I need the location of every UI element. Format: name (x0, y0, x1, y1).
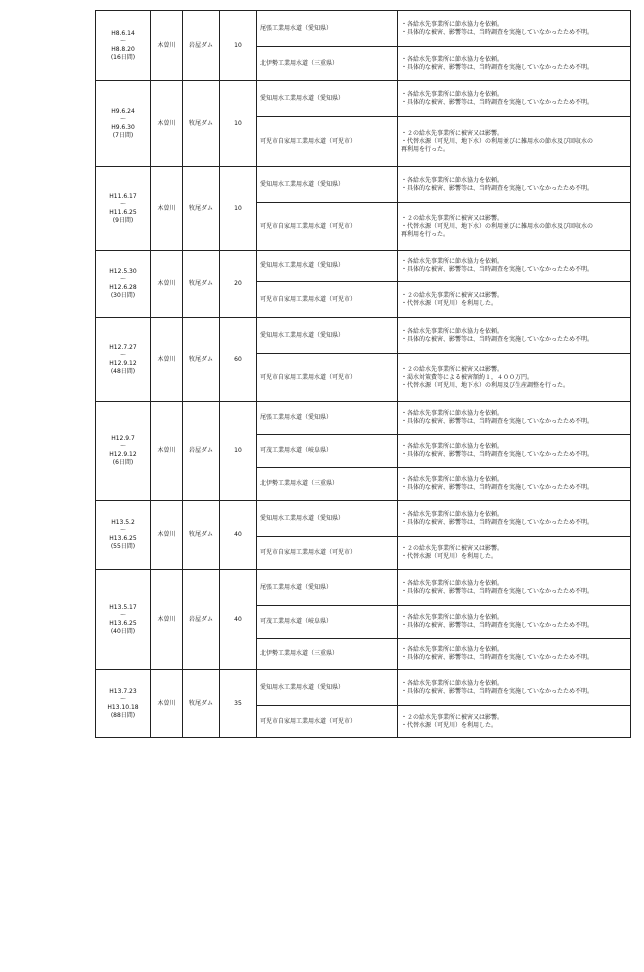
impact-cell (398, 435, 631, 468)
rate-cell: 40 (220, 570, 257, 670)
impact-line: ・２の給水先事業所に被害又は影響。 (401, 365, 504, 373)
impact-line: ・各給水先事業所に節水協力を依頼。 (401, 679, 504, 687)
impact-line: ・各給水先事業所に節水協力を依頼。 (401, 646, 504, 653)
tilde-mark: ～ (119, 276, 126, 283)
impact-cell (398, 167, 631, 203)
water-user-cell: 可茂工業用水道（岐阜県） (257, 606, 398, 639)
impact-line: ・各給水先事業所に節水協力を依頼。 (401, 443, 504, 450)
impact-line: ・具体的な被害、影響等は、当時調査を実施していなかったため不明。 (401, 518, 594, 526)
dam-cell: 牧尾ダム (183, 167, 220, 251)
period-end: H12.9.12 (109, 359, 137, 367)
impact-line: ・具体的な被害、影響等は、当時調査を実施していなかったため不明。 (401, 63, 594, 71)
table-row (96, 251, 631, 282)
rate-cell: 10 (220, 402, 257, 501)
impact-cell (398, 11, 631, 47)
period-end: H9.6.30 (111, 123, 135, 131)
impact-line: ・具体的な被害、影響等は、当時調査を実施していなかったため不明。 (401, 587, 594, 595)
water-user-cell: 北伊勢工業用水道（三重県） (257, 468, 398, 501)
river-cell: 木曽川 (151, 402, 183, 501)
impact-line: ・各給水先事業所に節水協力を依頼。 (401, 55, 504, 63)
period-end: H8.8.20 (111, 45, 135, 53)
tilde-mark: ～ (119, 611, 126, 619)
period-start: H13.7.23 (109, 687, 137, 695)
water-user-cell: 尾張工業用水道（愛知県） (257, 402, 398, 435)
rate-cell: 35 (220, 670, 257, 738)
impact-line: ・代替水源（可児川）を利用した。 (401, 299, 498, 307)
water-user-cell: 可児市自家用工業用水道（可児市） (257, 203, 398, 251)
water-user-cell: 北伊勢工業用水道（三重県） (257, 47, 398, 81)
impact-line: ・各給水先事業所に節水協力を依頼。 (401, 327, 504, 335)
table-row (96, 670, 631, 706)
tilde-mark: ～ (119, 695, 126, 703)
dam-cell: 牧尾ダム (183, 251, 220, 318)
impact-line: ・２の給水先事業所に被害又は影響。 (401, 291, 504, 299)
river-cell: 木曽川 (151, 670, 183, 738)
impact-cell (398, 468, 631, 501)
period-days: (6日間) (112, 459, 134, 466)
period-start: H13.5.2 (111, 519, 135, 526)
impact-line: ・代替水源（可児川、地下水）の利用及び生産調整を行った。 (401, 381, 570, 389)
impact-line: ・具体的な被害、影響等は、当時調査を実施していなかったため不明。 (401, 622, 594, 629)
impact-line: ・各給水先事業所に節水協力を依頼。 (401, 90, 504, 98)
impact-cell (398, 282, 631, 318)
period-end: H12.6.28 (109, 284, 137, 291)
river-cell: 木曽川 (151, 11, 183, 81)
period-start: H12.7.27 (109, 343, 137, 351)
river-cell: 木曽川 (151, 570, 183, 670)
table-row (96, 570, 631, 606)
impact-cell (398, 570, 631, 606)
dam-cell: 岩屋ダム (183, 570, 220, 670)
period-start: H11.6.17 (109, 192, 137, 200)
period-cell (96, 501, 151, 570)
period-cell (96, 167, 151, 251)
dam-cell: 牧尾ダム (183, 501, 220, 570)
tilde-mark: ～ (119, 115, 126, 123)
water-user-cell: 愛知用水工業用水道（愛知県） (257, 251, 398, 282)
rate-cell: 40 (220, 501, 257, 570)
rate-cell: 20 (220, 251, 257, 318)
tilde-mark: ～ (119, 37, 126, 45)
table-row (96, 402, 631, 435)
impact-cell (398, 537, 631, 570)
river-cell: 木曽川 (151, 251, 183, 318)
water-user-cell: 可茂工業用水道（岐阜県） (257, 435, 398, 468)
water-user-cell: 可児市自家用工業用水道（可児市） (257, 354, 398, 402)
impact-cell (398, 251, 631, 282)
impact-line: ・２の給水先事業所に被害又は影響。 (401, 214, 504, 222)
period-days: (7日間) (112, 131, 134, 139)
impact-cell (398, 706, 631, 738)
impact-line: 再利用を行った。 (401, 230, 450, 238)
impact-cell (398, 606, 631, 639)
period-days: (40日間) (110, 627, 136, 635)
impact-line: ・具体的な被害、影響等は、当時調査を実施していなかったため不明。 (401, 266, 594, 273)
impact-cell (398, 318, 631, 354)
period-start: H9.6.24 (111, 107, 135, 115)
dam-cell: 牧尾ダム (183, 318, 220, 402)
impact-line: ・具体的な被害、影響等は、当時調査を実施していなかったため不明。 (401, 484, 594, 491)
impact-cell (398, 402, 631, 435)
period-end: H13.6.25 (109, 535, 137, 542)
rate-cell: 10 (220, 81, 257, 167)
period-days: (16日間) (110, 53, 136, 61)
rate-cell: 10 (220, 11, 257, 81)
water-user-cell: 北伊勢工業用水道（三重県） (257, 639, 398, 670)
impact-line: ・具体的な被害、影響等は、当時調査を実施していなかったため不明。 (401, 335, 594, 343)
table-body (96, 11, 631, 738)
period-days: (9日間) (112, 216, 134, 224)
impact-line: 再利用を行った。 (401, 145, 450, 153)
water-user-cell: 愛知用水工業用水道（愛知県） (257, 318, 398, 354)
period-cell (96, 251, 151, 318)
impact-cell (398, 81, 631, 117)
impact-line: ・各給水先事業所に節水協力を依頼。 (401, 176, 504, 184)
water-user-cell: 可児市自家用工業用水道（可児市） (257, 706, 398, 738)
period-start: H13.5.17 (109, 603, 137, 611)
period-start: H8.6.14 (111, 29, 135, 37)
impact-line: ・代替水源（可児川）を利用した。 (401, 553, 498, 560)
period-start: H12.5.30 (109, 268, 137, 275)
impact-line: ・具体的な被害、影響等は、当時調査を実施していなかったため不明。 (401, 28, 594, 36)
river-cell: 木曽川 (151, 318, 183, 402)
impact-line: ・具体的な被害、影響等は、当時調査を実施していなかったため不明。 (401, 451, 594, 458)
period-end: H13.10.18 (107, 703, 139, 711)
river-cell: 木曽川 (151, 167, 183, 251)
tilde-mark: ～ (119, 527, 126, 534)
impact-cell (398, 354, 631, 402)
impact-line: ・代替水源（可児川）を利用した。 (401, 721, 498, 729)
water-user-cell: 愛知用水工業用水道（愛知県） (257, 670, 398, 706)
impact-line: ・代替水源（可児川、地下水）の利用並びに雑用水の節水及び回収水の (401, 222, 594, 230)
period-end: H13.6.25 (109, 619, 137, 627)
impact-line: ・各給水先事業所に節水協力を依頼。 (401, 579, 504, 587)
period-cell (96, 81, 151, 167)
period-end: H11.6.25 (109, 208, 137, 216)
table-row (96, 81, 631, 117)
impact-line: ・２の給水先事業所に被害又は影響。 (401, 545, 504, 552)
tilde-mark: ～ (119, 443, 126, 450)
impact-line: ・２の給水先事業所に被害又は影響。 (401, 129, 504, 137)
river-cell: 木曽川 (151, 81, 183, 167)
table-row (96, 11, 631, 47)
impact-cell (398, 47, 631, 81)
table-row (96, 501, 631, 537)
impact-line: ・各給水先事業所に節水協力を依頼。 (401, 614, 504, 621)
impact-line: ・具体的な被害、影響等は、当時調査を実施していなかったため不明。 (401, 687, 594, 695)
period-cell (96, 402, 151, 501)
period-days: (55日間) (110, 543, 136, 550)
period-start: H12.9.7 (111, 435, 135, 442)
impact-cell (398, 117, 631, 167)
river-cell: 木曽川 (151, 501, 183, 570)
impact-cell (398, 670, 631, 706)
tilde-mark: ～ (119, 200, 126, 208)
impact-line: ・代替水源（可児川、地下水）の利用並びに雑用水の節水及び回収水の (401, 137, 594, 145)
table-row (96, 167, 631, 203)
dam-cell: 牧尾ダム (183, 670, 220, 738)
impact-line: ・各給水先事業所に節水協力を依頼。 (401, 20, 504, 28)
impact-cell (398, 639, 631, 670)
period-days: (30日間) (110, 292, 136, 299)
impact-line: ・具体的な被害、影響等は、当時調査を実施していなかったため不明。 (401, 654, 594, 661)
impact-line: ・各給水先事業所に節水協力を依頼。 (401, 410, 504, 417)
dam-cell: 岩屋ダム (183, 11, 220, 81)
impact-line: ・具体的な被害、影響等は、当時調査を実施していなかったため不明。 (401, 98, 594, 106)
period-cell (96, 318, 151, 402)
table-row (96, 318, 631, 354)
period-days: (48日間) (110, 367, 136, 375)
impact-line: ・各給水先事業所に節水協力を依頼。 (401, 476, 504, 483)
water-user-cell: 可児市自家用工業用水道（可児市） (257, 117, 398, 167)
impact-line: ・各給水先事業所に節水協力を依頼。 (401, 510, 504, 518)
drought-impact-table (95, 10, 631, 738)
impact-line: ・具体的な被害、影響等は、当時調査を実施していなかったため不明。 (401, 418, 594, 425)
impact-line: ・渇水対策費等による被害額約１，４００万円。 (401, 373, 534, 381)
period-cell (96, 11, 151, 81)
tilde-mark: ～ (119, 351, 126, 359)
water-user-cell: 可児市自家用工業用水道（可児市） (257, 537, 398, 570)
period-cell (96, 570, 151, 670)
period-days: (88日間) (110, 711, 136, 719)
impact-cell (398, 501, 631, 537)
rate-cell: 10 (220, 167, 257, 251)
water-user-cell: 尾張工業用水道（愛知県） (257, 570, 398, 606)
impact-line: ・２の給水先事業所に被害又は影響。 (401, 713, 504, 721)
impact-line: ・各給水先事業所に節水協力を依頼。 (401, 258, 504, 265)
dam-cell: 牧尾ダム (183, 81, 220, 167)
water-user-cell: 愛知用水工業用水道（愛知県） (257, 81, 398, 117)
impact-cell (398, 203, 631, 251)
water-user-cell: 愛知用水工業用水道（愛知県） (257, 167, 398, 203)
period-cell (96, 670, 151, 738)
water-user-cell: 可児市自家用工業用水道（可児市） (257, 282, 398, 318)
impact-line: ・具体的な被害、影響等は、当時調査を実施していなかったため不明。 (401, 184, 594, 192)
period-end: H12.9.12 (109, 451, 137, 458)
rate-cell: 60 (220, 318, 257, 402)
water-user-cell: 尾張工業用水道（愛知県） (257, 11, 398, 47)
dam-cell: 岩屋ダム (183, 402, 220, 501)
water-user-cell: 愛知用水工業用水道（愛知県） (257, 501, 398, 537)
